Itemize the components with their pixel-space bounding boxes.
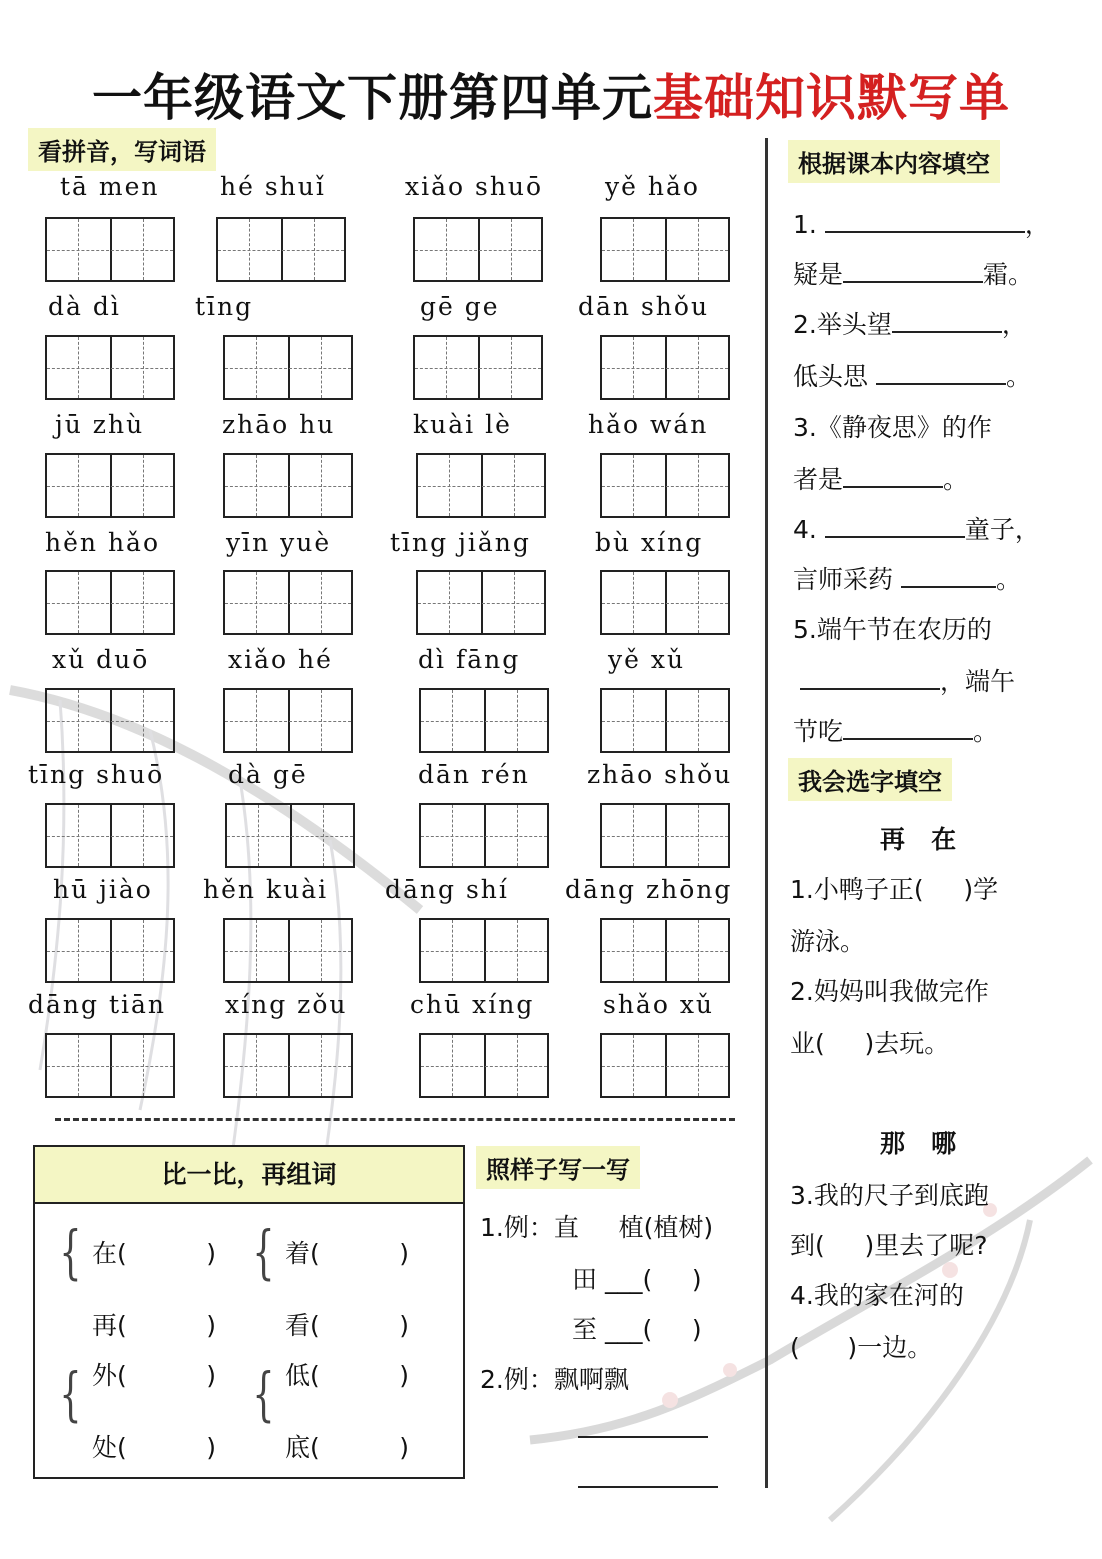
choose-q1b: 游泳。 bbox=[790, 927, 866, 956]
guide-line bbox=[514, 572, 515, 633]
guide-line bbox=[143, 337, 144, 398]
guide-line bbox=[517, 690, 518, 751]
tianzige-writing-box[interactable] bbox=[600, 335, 730, 400]
guide-line bbox=[633, 690, 634, 751]
guide-line bbox=[321, 690, 322, 751]
guide-line bbox=[321, 455, 322, 516]
tianzige-writing-box[interactable] bbox=[600, 803, 730, 868]
section-example-label: 照样子写一写 bbox=[476, 1146, 640, 1189]
page-title bbox=[0, 58, 1102, 130]
choose-q4a: 4.我的家在河的 bbox=[790, 1281, 964, 1310]
blank[interactable] bbox=[800, 666, 940, 690]
fill-line-2: 疑是 霜。 bbox=[793, 260, 1034, 289]
compare-item: 处( ) bbox=[92, 1433, 216, 1462]
guide-line bbox=[602, 603, 728, 604]
brace-icon: { bbox=[252, 1218, 275, 1286]
guide-line bbox=[421, 1066, 547, 1067]
tianzige-writing-box[interactable] bbox=[45, 918, 175, 983]
guide-line bbox=[415, 368, 541, 369]
tianzige-writing-box[interactable] bbox=[419, 1033, 549, 1098]
guide-line bbox=[314, 219, 315, 280]
guide-line bbox=[633, 805, 634, 866]
fill-line-7: 4. 童子， bbox=[793, 515, 1040, 544]
pinyin-prompt: gē ge bbox=[420, 292, 500, 321]
pinyin-prompt: dāng shí bbox=[385, 875, 509, 904]
pinyin-prompt: hěn hǎo bbox=[45, 528, 161, 557]
guide-line bbox=[47, 368, 173, 369]
choose-q3a: 3.我的尺子到底跑 bbox=[790, 1181, 989, 1210]
pinyin-prompt: zhāo shǒu bbox=[587, 760, 733, 789]
tianzige-writing-box[interactable] bbox=[416, 453, 546, 518]
guide-line bbox=[421, 836, 547, 837]
tianzige-writing-box[interactable] bbox=[600, 453, 730, 518]
guide-line bbox=[78, 572, 79, 633]
brace-icon: { bbox=[59, 1360, 82, 1428]
choose-q4b: ( )一边。 bbox=[790, 1333, 933, 1362]
guide-line bbox=[143, 690, 144, 751]
guide-line bbox=[446, 337, 447, 398]
guide-line bbox=[602, 250, 728, 251]
guide-line bbox=[633, 1035, 634, 1096]
guide-line bbox=[514, 455, 515, 516]
guide-line bbox=[602, 721, 728, 722]
guide-line bbox=[225, 951, 351, 952]
tianzige-writing-box[interactable] bbox=[45, 803, 175, 868]
guide-line bbox=[698, 805, 699, 866]
pinyin-prompt: jū zhù bbox=[55, 410, 145, 439]
tianzige-writing-box[interactable] bbox=[45, 217, 175, 282]
tianzige-writing-box[interactable] bbox=[223, 918, 353, 983]
guide-line bbox=[256, 690, 257, 751]
guide-line bbox=[602, 368, 728, 369]
guide-line bbox=[258, 805, 259, 866]
pinyin-prompt: kuài lè bbox=[413, 410, 512, 439]
guide-line bbox=[225, 486, 351, 487]
guide-line bbox=[78, 219, 79, 280]
pinyin-prompt: xiǎo hé bbox=[228, 645, 333, 674]
fill-line-4: 低头思 。 bbox=[793, 362, 1031, 391]
guide-line bbox=[47, 836, 173, 837]
guide-line bbox=[321, 1035, 322, 1096]
guide-line bbox=[47, 486, 173, 487]
guide-line bbox=[449, 455, 450, 516]
tianzige-writing-box[interactable] bbox=[419, 918, 549, 983]
pinyin-prompt: bù xíng bbox=[595, 528, 704, 557]
brace-icon: { bbox=[252, 1360, 275, 1428]
guide-line bbox=[633, 455, 634, 516]
guide-line bbox=[143, 455, 144, 516]
compare-item: 再( ) bbox=[92, 1311, 216, 1340]
guide-line bbox=[418, 486, 544, 487]
pinyin-prompt: chū xíng bbox=[410, 990, 535, 1019]
fill-line-6: 者是 。 bbox=[793, 465, 969, 494]
guide-line bbox=[511, 219, 512, 280]
tianzige-writing-box[interactable] bbox=[413, 217, 543, 282]
guide-line bbox=[225, 1066, 351, 1067]
blank[interactable] bbox=[843, 464, 943, 488]
guide-line bbox=[256, 455, 257, 516]
tianzige-writing-box[interactable] bbox=[600, 1033, 730, 1098]
example-2-blank[interactable] bbox=[578, 1436, 708, 1438]
guide-line bbox=[78, 337, 79, 398]
choose-q1a: 1.小鸭子正( )学 bbox=[790, 875, 999, 904]
guide-line bbox=[446, 219, 447, 280]
fill-line-9: 5.端午节在农历的 bbox=[793, 615, 992, 644]
tianzige-writing-box[interactable] bbox=[419, 688, 549, 753]
fill-line-3: 2.举头望 ， bbox=[793, 310, 1027, 339]
tianzige-writing-box[interactable] bbox=[225, 803, 355, 868]
tianzige-writing-box[interactable] bbox=[600, 688, 730, 753]
choose-q3b: 到( )里去了呢? bbox=[790, 1231, 988, 1260]
guide-line bbox=[321, 920, 322, 981]
pinyin-prompt: hū jiào bbox=[53, 875, 153, 904]
tianzige-writing-box[interactable] bbox=[223, 335, 353, 400]
guide-line bbox=[143, 572, 144, 633]
pinyin-prompt: shǎo xǔ bbox=[603, 990, 715, 1019]
guide-line bbox=[225, 368, 351, 369]
blank[interactable] bbox=[843, 259, 983, 283]
pinyin-prompt: tīng bbox=[195, 292, 254, 321]
guide-line bbox=[602, 1066, 728, 1067]
pinyin-prompt: tā men bbox=[60, 172, 160, 201]
guide-line bbox=[47, 250, 173, 251]
blank[interactable] bbox=[901, 564, 996, 588]
choose-q2b: 业( )去玩。 bbox=[790, 1029, 950, 1058]
guide-line bbox=[633, 920, 634, 981]
section-fill-label: 根据课本内容填空 bbox=[788, 140, 1000, 183]
compare-item: 在( ) bbox=[92, 1239, 216, 1268]
choice-pair-2: 那 哪 bbox=[880, 1129, 957, 1158]
guide-line bbox=[602, 951, 728, 952]
pinyin-prompt: tīng jiǎng bbox=[390, 528, 531, 557]
pinyin-prompt: dà dì bbox=[48, 292, 121, 321]
blank[interactable] bbox=[843, 716, 973, 740]
tianzige-writing-box[interactable] bbox=[416, 570, 546, 635]
pinyin-prompt: tīng shuō bbox=[28, 760, 165, 789]
tianzige-writing-box[interactable] bbox=[45, 453, 175, 518]
example-2-blank[interactable] bbox=[578, 1486, 718, 1488]
section-choose-label: 我会选字填空 bbox=[788, 758, 952, 801]
pinyin-prompt: dān rén bbox=[418, 760, 530, 789]
guide-line bbox=[249, 219, 250, 280]
tianzige-writing-box[interactable] bbox=[600, 918, 730, 983]
example-1: 1.例：直 植(植树) bbox=[480, 1213, 714, 1242]
guide-line bbox=[78, 690, 79, 751]
pinyin-prompt: hé shuǐ bbox=[220, 172, 326, 201]
column-divider bbox=[765, 138, 768, 1488]
tianzige-writing-box[interactable] bbox=[45, 688, 175, 753]
compare-item: 着( ) bbox=[285, 1239, 409, 1268]
guide-line bbox=[633, 572, 634, 633]
compare-item: 底( ) bbox=[285, 1433, 409, 1462]
example-2: 2.例：飘啊飘 bbox=[480, 1365, 629, 1394]
choice-pair-1: 再 在 bbox=[880, 825, 957, 854]
tianzige-writing-box[interactable] bbox=[600, 570, 730, 635]
blank[interactable] bbox=[825, 514, 965, 538]
example-1-row-1[interactable]: 田 ___( ) bbox=[572, 1265, 702, 1294]
compare-item: 看( ) bbox=[285, 1311, 409, 1340]
section-pinyin-label: 看拼音，写词语 bbox=[28, 128, 216, 171]
guide-line bbox=[323, 805, 324, 866]
example-1-row-2[interactable]: 至 ___( ) bbox=[572, 1315, 702, 1344]
guide-line bbox=[517, 1035, 518, 1096]
guide-line bbox=[698, 455, 699, 516]
guide-line bbox=[78, 805, 79, 866]
guide-line bbox=[321, 572, 322, 633]
choose-q2a: 2.妈妈叫我做完作 bbox=[790, 977, 989, 1006]
guide-line bbox=[47, 1066, 173, 1067]
guide-line bbox=[698, 572, 699, 633]
fill-line-10: ，端午 bbox=[800, 662, 1015, 698]
pinyin-prompt: yě xǔ bbox=[608, 645, 686, 674]
pinyin-prompt: hěn kuài bbox=[203, 875, 329, 904]
tianzige-writing-box[interactable] bbox=[600, 217, 730, 282]
guide-line bbox=[452, 1035, 453, 1096]
guide-line bbox=[698, 219, 699, 280]
guide-line bbox=[47, 951, 173, 952]
guide-line bbox=[256, 1035, 257, 1096]
guide-line bbox=[47, 721, 173, 722]
pinyin-prompt: dāng zhōng bbox=[565, 875, 733, 904]
guide-line bbox=[227, 836, 353, 837]
fill-line-5: 3.《静夜思》的作 bbox=[793, 413, 992, 442]
guide-line bbox=[698, 690, 699, 751]
pinyin-prompt: dān shǒu bbox=[578, 292, 710, 321]
fill-line-1: 1. ， bbox=[793, 210, 1050, 239]
guide-line bbox=[225, 603, 351, 604]
title-black: 一年级语文下册第四单元 bbox=[92, 69, 653, 127]
guide-line bbox=[452, 690, 453, 751]
pinyin-prompt: xiǎo shuō bbox=[405, 172, 544, 201]
tianzige-writing-box[interactable] bbox=[45, 335, 175, 400]
blank[interactable] bbox=[876, 361, 1006, 385]
guide-line bbox=[256, 572, 257, 633]
guide-line bbox=[143, 805, 144, 866]
guide-line bbox=[418, 603, 544, 604]
guide-line bbox=[698, 1035, 699, 1096]
title-red: 基础知识默写单 bbox=[653, 69, 1010, 127]
guide-line bbox=[256, 337, 257, 398]
tianzige-writing-box[interactable] bbox=[223, 453, 353, 518]
guide-line bbox=[415, 250, 541, 251]
compare-item: 外( ) bbox=[92, 1361, 216, 1390]
guide-line bbox=[78, 455, 79, 516]
guide-line bbox=[78, 920, 79, 981]
tianzige-writing-box[interactable] bbox=[45, 1033, 175, 1098]
blank[interactable] bbox=[892, 309, 1002, 333]
guide-line bbox=[78, 1035, 79, 1096]
guide-line bbox=[143, 920, 144, 981]
guide-line bbox=[143, 1035, 144, 1096]
guide-line bbox=[698, 920, 699, 981]
guide-line bbox=[517, 805, 518, 866]
pinyin-prompt: yīn yuè bbox=[226, 528, 332, 557]
guide-line bbox=[321, 337, 322, 398]
guide-line bbox=[517, 920, 518, 981]
pinyin-prompt: yě hǎo bbox=[605, 172, 700, 201]
pinyin-prompt: dà gē bbox=[228, 760, 308, 789]
guide-line bbox=[602, 486, 728, 487]
pinyin-prompt: hǎo wán bbox=[588, 410, 709, 439]
guide-line bbox=[256, 920, 257, 981]
fill-line-8: 言师采药 。 bbox=[793, 565, 1021, 594]
guide-line bbox=[449, 572, 450, 633]
fill-line-11: 节吃 。 bbox=[793, 717, 999, 746]
guide-line bbox=[421, 721, 547, 722]
guide-line bbox=[47, 603, 173, 604]
guide-line bbox=[633, 219, 634, 280]
guide-line bbox=[511, 337, 512, 398]
tianzige-writing-box[interactable] bbox=[223, 688, 353, 753]
tianzige-writing-box[interactable] bbox=[413, 335, 543, 400]
guide-line bbox=[452, 920, 453, 981]
pinyin-prompt: xǔ duō bbox=[52, 645, 150, 674]
compare-item: 低( ) bbox=[285, 1361, 409, 1390]
guide-line bbox=[143, 219, 144, 280]
brace-icon: { bbox=[59, 1218, 82, 1286]
guide-line bbox=[633, 337, 634, 398]
blank[interactable] bbox=[825, 209, 1025, 233]
guide-line bbox=[421, 951, 547, 952]
pinyin-prompt: dāng tiān bbox=[28, 990, 167, 1019]
tianzige-writing-box[interactable] bbox=[216, 217, 346, 282]
pinyin-prompt: zhāo hu bbox=[222, 410, 336, 439]
guide-line bbox=[602, 836, 728, 837]
tianzige-writing-box[interactable] bbox=[45, 570, 175, 635]
guide-line bbox=[218, 250, 344, 251]
guide-line bbox=[225, 721, 351, 722]
pinyin-prompt: dì fāng bbox=[418, 645, 521, 674]
compare-box-title: 比一比，再组词 bbox=[35, 1147, 463, 1204]
guide-line bbox=[452, 805, 453, 866]
tianzige-writing-box[interactable] bbox=[223, 570, 353, 635]
tianzige-writing-box[interactable] bbox=[419, 803, 549, 868]
guide-line bbox=[698, 337, 699, 398]
section-separator bbox=[55, 1118, 735, 1121]
pinyin-prompt: xíng zǒu bbox=[225, 990, 348, 1019]
tianzige-writing-box[interactable] bbox=[223, 1033, 353, 1098]
